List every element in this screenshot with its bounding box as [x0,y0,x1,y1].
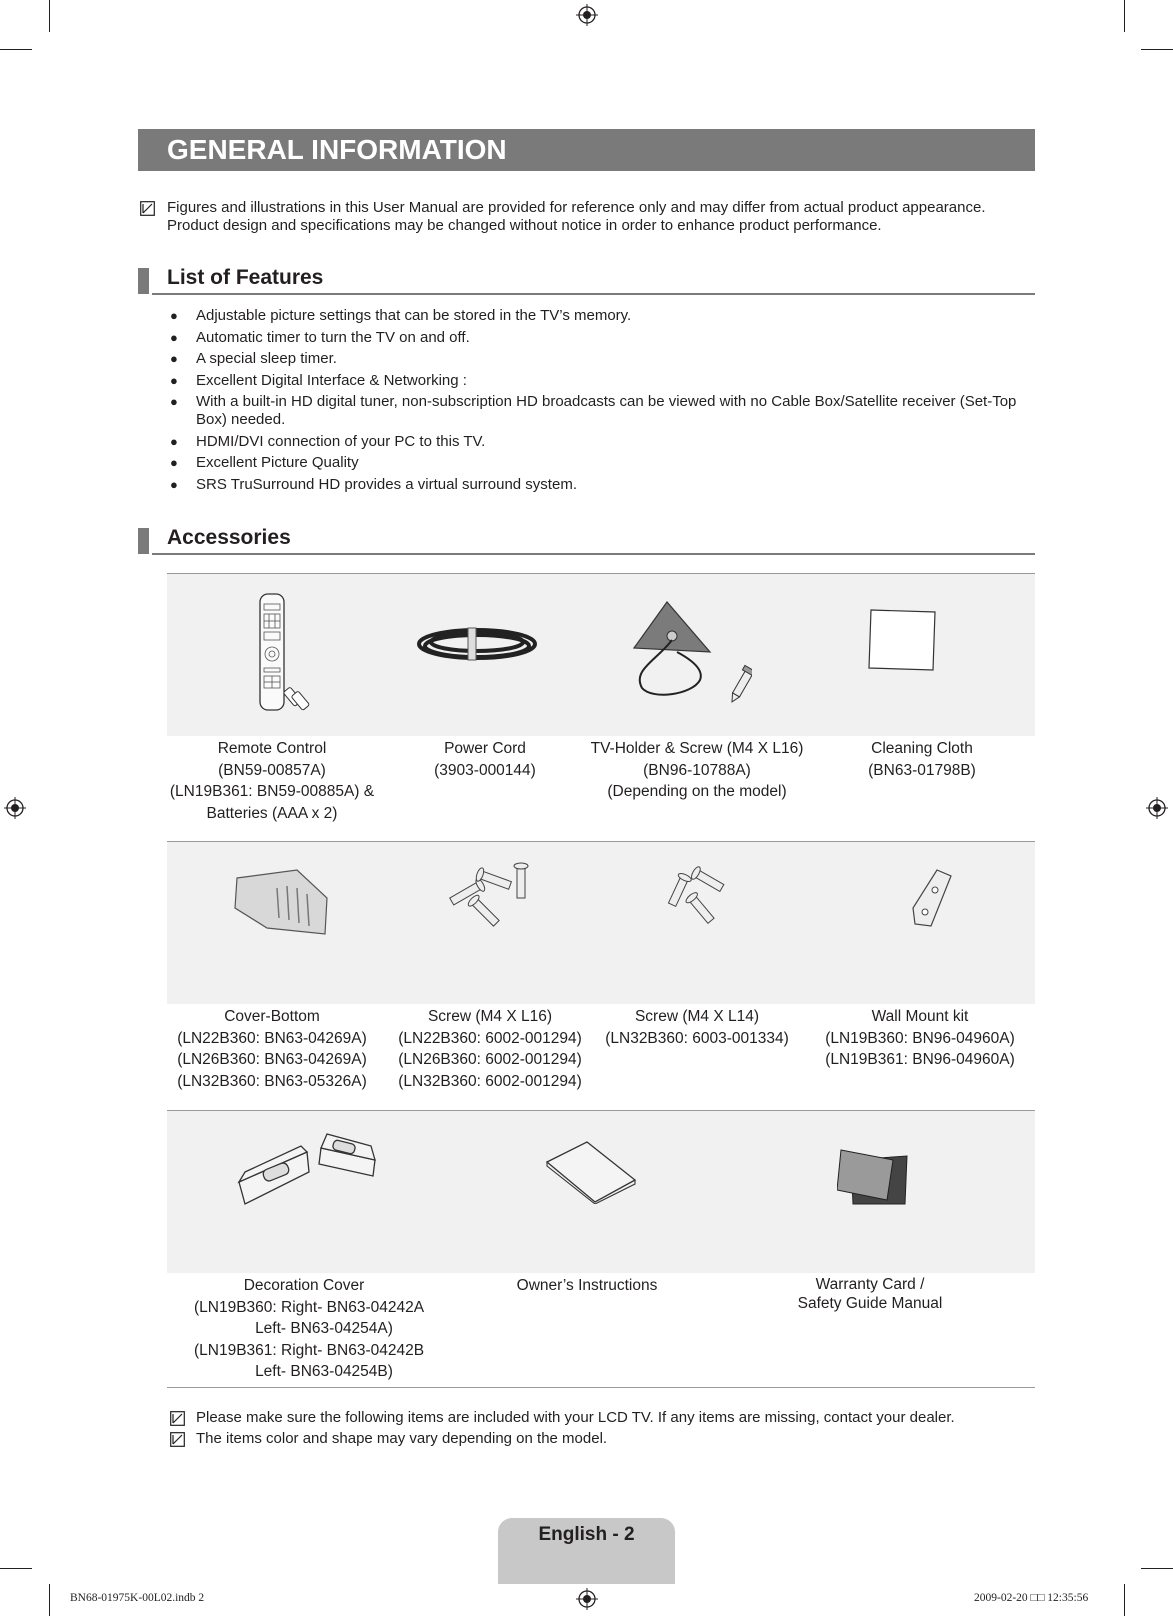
heading-marker [138,268,149,294]
registration-mark-icon [4,797,26,819]
crop-mark [1124,1584,1125,1616]
accessory-screw-m4-l14: Screw (M4 X L14) (LN32B360: 6003-001334) [605,1008,789,1047]
features-list [170,307,1040,497]
cleaning-cloth-icon [867,608,937,672]
warranty-card-icon [837,1146,909,1206]
crop-mark [1141,49,1173,50]
screw-m4-l14-icon [662,862,732,932]
wall-mount-kit-icon [907,868,957,930]
accessory-decoration-cover: Decoration Cover (LN19B360: Right- BN63-04242A Left- BN63-04254A) (LN19B361: Right- BN63-04242B Left- BN63-04254B) [194,1277,425,1380]
crop-mark [0,1568,32,1569]
accessories-table [167,572,1035,1387]
intro-note-line: Product design and specifications may be changed without notice in order to enhance product performance. [167,217,882,234]
crop-mark [49,0,50,32]
note-icon [170,1411,185,1426]
registration-mark-icon [576,1588,598,1610]
screw-m4-l16-icon [445,860,535,930]
features-heading: List of Features [167,266,324,289]
list-item: ● Excellent Digital Interface & Networking : [170,371,467,389]
accessory-cleaning-cloth: Cleaning Cloth (BN63-01798B) [868,740,976,779]
registration-mark-icon [1146,797,1168,819]
accessories-heading: Accessories [167,526,291,549]
page-number: English - 2 [538,1524,635,1545]
list-item: ● A special sleep timer. [170,350,337,367]
tv-holder-icon [622,600,752,710]
accessory-remote-control: Remote Control (BN59-00857A) (LN19B361: BN59-00885A) & Batteries (AAA x 2) [169,740,375,822]
heading-marker [138,528,149,554]
decoration-cover-icon [237,1132,387,1207]
list-item: ● HDMI/DVI connection of your PC to this TV. [170,432,486,450]
crop-mark [1124,0,1125,32]
owners-instructions-icon [545,1140,637,1204]
accessory-cover-bottom: Cover-Bottom (LN22B360: BN63-04269A) (LN26B360: BN63-04269A) (LN32B360: BN63-05326A) [177,1008,367,1090]
crop-mark [1141,1568,1173,1569]
page-title: GENERAL INFORMATION [167,134,507,165]
registration-mark-icon [576,4,598,26]
accessory-tv-holder: TV-Holder & Screw (M4 X L16) (BN96-10788A) (Depending on the model) [590,740,804,800]
cover-bottom-icon [227,868,337,938]
accessory-power-cord: Power Cord (3903-000144) [434,740,536,779]
list-item: ● Excellent Picture Quality [170,454,359,471]
heading-rule [152,293,1035,295]
intro-note-line: Figures and illustrations in this User Manual are provided for reference only and may differ from actual product appearance. [167,199,986,216]
bottom-note: Please make sure the following items are included with your LCD TV. If any items are missing, contact your dealer. [196,1409,955,1426]
print-file-label: BN68-01975K-00L02.indb 2 [70,1592,205,1604]
list-item: ● Automatic timer to turn the TV on and off. [170,328,470,346]
list-item: ● With a built-in HD digital tuner, non-subscription HD broadcasts can be viewed with no Cable Box/Satellite receiver (Set-Top Box) needed. [170,393,1017,428]
accessory-warranty-card: Warranty Card / Safety Guide Manual [797,1276,943,1312]
print-date-label: 2009-02-20 □□ 12:35:56 [974,1592,1089,1604]
table-divider [167,1387,1035,1388]
heading-rule [152,553,1035,555]
note-icon [170,1432,185,1447]
accessory-wall-mount-kit: Wall Mount kit (LN19B360: BN96-04960A) (LN19B361: BN96-04960A) [825,1008,1015,1068]
intro-note [167,199,985,235]
list-item: ● SRS TruSurround HD provides a virtual surround system. [170,475,577,493]
crop-mark [49,1584,50,1616]
remote-control-icon [252,592,312,712]
list-item: ● Adjustable picture settings that can be stored in the TV’s memory. [170,307,632,324]
accessory-owners-instructions: Owner’s Instructions [516,1277,658,1294]
accessory-screw-m4-l16: Screw (M4 X L16) (LN22B360: 6002-001294) (LN26B360: 6002-001294) (LN32B360: 6002-001294) [398,1008,582,1090]
note-icon [140,201,155,216]
bottom-note: The items color and shape may vary depending on the model. [196,1430,608,1447]
crop-mark [0,49,32,50]
power-cord-icon [412,614,542,674]
